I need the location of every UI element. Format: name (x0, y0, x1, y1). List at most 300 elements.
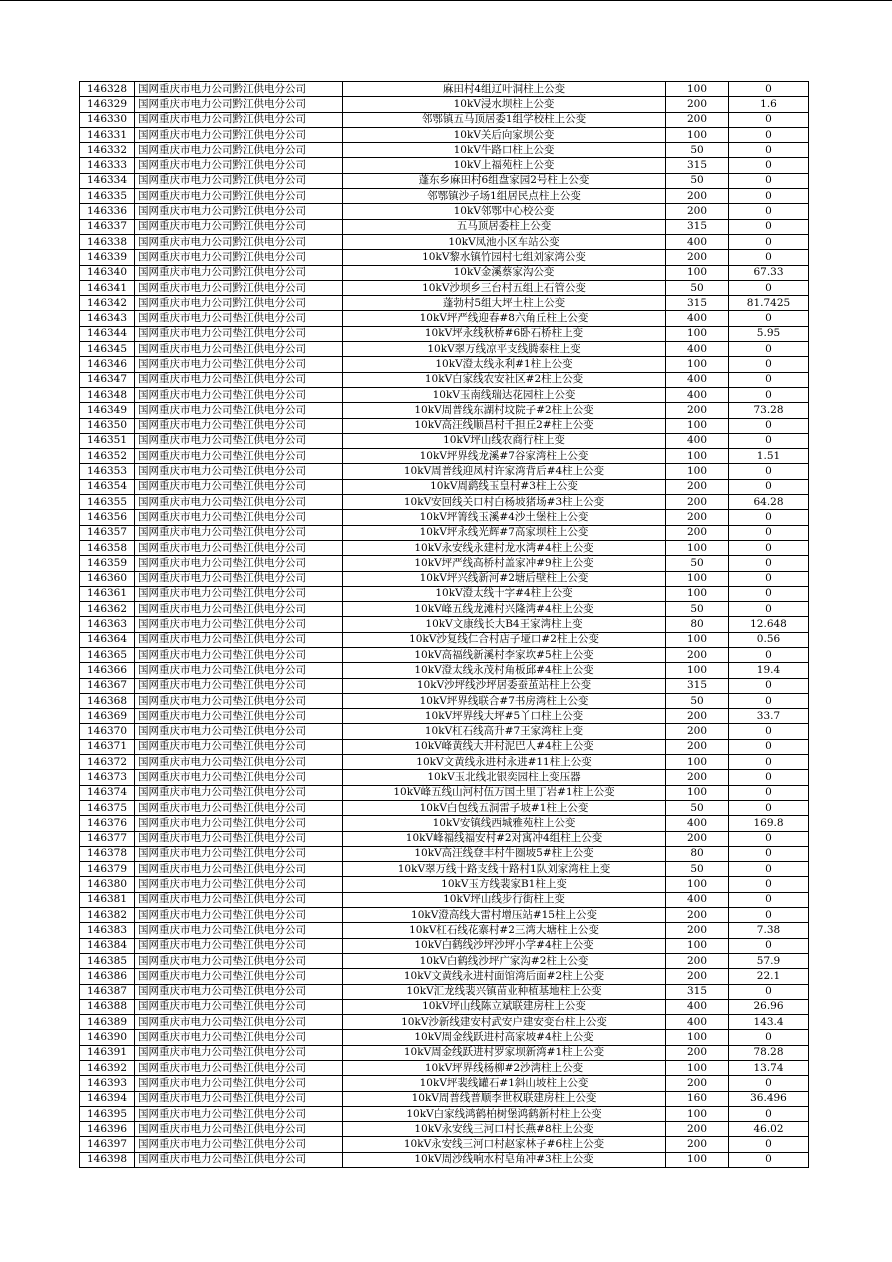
company-cell: 国网重庆市电力公司垫江供电分公司 (135, 908, 343, 923)
company-cell: 国网重庆市电力公司垫江供电分公司 (135, 892, 343, 907)
transformer-name-cell: 10kV坪界线龙溪#7谷家湾柱上公变 (343, 449, 666, 464)
value-cell: 0 (729, 372, 809, 387)
row-id-cell: 146352 (80, 449, 135, 464)
transformer-name-cell: 10kV峰黄线大井村泥巴人#4柱上公变 (343, 739, 666, 754)
table-row (80, 296, 809, 311)
company-cell: 国网重庆市电力公司垫江供电分公司 (135, 739, 343, 754)
company-cell: 国网重庆市电力公司垫江供电分公司 (135, 1030, 343, 1045)
company-cell: 国网重庆市电力公司黔江供电分公司 (135, 204, 343, 219)
row-id-cell: 146355 (80, 495, 135, 510)
value-cell: 0 (729, 556, 809, 571)
transformer-name-cell: 10kV永安线永建村龙水湾#4柱上公变 (343, 540, 666, 555)
table-row (80, 571, 809, 586)
row-id-cell: 146345 (80, 342, 135, 357)
table-row (80, 663, 809, 678)
transformer-name-cell: 10kV安回线关口村白杨坡猪场#3柱上公变 (343, 495, 666, 510)
company-cell: 国网重庆市电力公司垫江供电分公司 (135, 800, 343, 815)
value-cell: 19.4 (729, 663, 809, 678)
value-cell: 0 (729, 525, 809, 540)
value-cell: 36.496 (729, 1091, 809, 1106)
table-row (80, 1137, 809, 1152)
company-cell: 国网重庆市电力公司垫江供电分公司 (135, 999, 343, 1014)
company-cell: 国网重庆市电力公司垫江供电分公司 (135, 770, 343, 785)
capacity-cell: 50 (666, 602, 729, 617)
transformer-name-cell: 10kV杠石线花寨村#2三湾大塘柱上公变 (343, 923, 666, 938)
table-row (80, 510, 809, 525)
capacity-cell: 315 (666, 158, 729, 173)
company-cell: 国网重庆市电力公司垫江供电分公司 (135, 449, 343, 464)
table-row (80, 280, 809, 295)
capacity-cell: 100 (666, 265, 729, 280)
value-cell: 0 (729, 831, 809, 846)
company-cell: 国网重庆市电力公司垫江供电分公司 (135, 785, 343, 800)
table-row (80, 82, 809, 97)
table-row (80, 1122, 809, 1137)
capacity-cell: 50 (666, 556, 729, 571)
capacity-cell: 100 (666, 82, 729, 97)
row-id-cell: 146351 (80, 433, 135, 448)
table-row (80, 372, 809, 387)
row-id-cell: 146385 (80, 953, 135, 968)
capacity-cell: 200 (666, 831, 729, 846)
table-row (80, 770, 809, 785)
table-row (80, 112, 809, 127)
capacity-cell: 400 (666, 816, 729, 831)
value-cell: 143.4 (729, 1015, 809, 1030)
capacity-cell: 100 (666, 755, 729, 770)
table-row (80, 540, 809, 555)
capacity-cell: 100 (666, 540, 729, 555)
table-row (80, 755, 809, 770)
company-cell: 国网重庆市电力公司黔江供电分公司 (135, 280, 343, 295)
row-id-cell: 146367 (80, 678, 135, 693)
row-id-cell: 146368 (80, 693, 135, 708)
table-row (80, 969, 809, 984)
capacity-cell: 100 (666, 449, 729, 464)
value-cell: 0.56 (729, 632, 809, 647)
transformer-name-cell: 10kV凤池小区车站公变 (343, 234, 666, 249)
transformer-name-cell: 10kV坪箐线玉溪#4沙土堡柱上公变 (343, 510, 666, 525)
table-row (80, 1061, 809, 1076)
transformer-table (79, 81, 809, 1168)
table-row (80, 1106, 809, 1121)
row-id-cell: 146377 (80, 831, 135, 846)
table-row (80, 403, 809, 418)
value-cell: 0 (729, 1152, 809, 1167)
transformer-name-cell: 10kV峰福线福安村#2对寓冲4组柱上公变 (343, 831, 666, 846)
transformer-name-cell: 10kV文黄线永进村永进#11柱上公变 (343, 755, 666, 770)
table-row (80, 984, 809, 999)
row-id-cell: 146394 (80, 1091, 135, 1106)
company-cell: 国网重庆市电力公司垫江供电分公司 (135, 831, 343, 846)
table-row (80, 1152, 809, 1167)
value-cell: 73.28 (729, 403, 809, 418)
company-cell: 国网重庆市电力公司垫江供电分公司 (135, 877, 343, 892)
company-cell: 国网重庆市电力公司垫江供电分公司 (135, 693, 343, 708)
capacity-cell: 200 (666, 1137, 729, 1152)
capacity-cell: 200 (666, 189, 729, 204)
transformer-name-cell: 10kV坪界线联合#7书房湾柱上公变 (343, 693, 666, 708)
company-cell: 国网重庆市电力公司垫江供电分公司 (135, 1122, 343, 1137)
value-cell: 0 (729, 433, 809, 448)
company-cell: 国网重庆市电力公司垫江供电分公司 (135, 663, 343, 678)
row-id-cell: 146336 (80, 204, 135, 219)
row-id-cell: 146353 (80, 464, 135, 479)
transformer-name-cell: 10kV牛路口柱上公变 (343, 143, 666, 158)
row-id-cell: 146381 (80, 892, 135, 907)
table-row (80, 892, 809, 907)
capacity-cell: 50 (666, 862, 729, 877)
transformer-name-cell: 10kV高汪线顺昌村千担丘2#柱上公变 (343, 418, 666, 433)
value-cell: 169.8 (729, 816, 809, 831)
company-cell: 国网重庆市电力公司垫江供电分公司 (135, 1106, 343, 1121)
value-cell: 0 (729, 770, 809, 785)
transformer-name-cell: 10kV白家线农安社区#2柱上公变 (343, 372, 666, 387)
company-cell: 国网重庆市电力公司垫江供电分公司 (135, 1152, 343, 1167)
table-row (80, 693, 809, 708)
transformer-name-cell: 10kV玉南线瑞达花园柱上公变 (343, 387, 666, 402)
company-cell: 国网重庆市电力公司垫江供电分公司 (135, 862, 343, 877)
transformer-name-cell: 10kV金溪蔡家沟公变 (343, 265, 666, 280)
company-cell: 国网重庆市电力公司垫江供电分公司 (135, 938, 343, 953)
row-id-cell: 146365 (80, 647, 135, 662)
table-row (80, 387, 809, 402)
value-cell: 0 (729, 204, 809, 219)
company-cell: 国网重庆市电力公司垫江供电分公司 (135, 969, 343, 984)
capacity-cell: 200 (666, 1122, 729, 1137)
row-id-cell: 146334 (80, 173, 135, 188)
company-cell: 国网重庆市电力公司垫江供电分公司 (135, 311, 343, 326)
company-cell: 国网重庆市电力公司黔江供电分公司 (135, 97, 343, 112)
row-id-cell: 146372 (80, 755, 135, 770)
transformer-name-cell: 10kV峰五线山河村伍万国土里丁岩#1柱上公变 (343, 785, 666, 800)
value-cell: 7.38 (729, 923, 809, 938)
company-cell: 国网重庆市电力公司垫江供电分公司 (135, 1061, 343, 1076)
company-cell: 国网重庆市电力公司垫江供电分公司 (135, 418, 343, 433)
row-id-cell: 146378 (80, 846, 135, 861)
table-row (80, 1091, 809, 1106)
value-cell: 0 (729, 846, 809, 861)
company-cell: 国网重庆市电力公司垫江供电分公司 (135, 464, 343, 479)
transformer-name-cell: 10kV永安线三河口村长燕#8柱上公变 (343, 1122, 666, 1137)
capacity-cell: 200 (666, 1076, 729, 1091)
table-row (80, 602, 809, 617)
row-id-cell: 146390 (80, 1030, 135, 1045)
value-cell: 1.51 (729, 449, 809, 464)
table-row (80, 433, 809, 448)
table-row (80, 204, 809, 219)
company-cell: 国网重庆市电力公司垫江供电分公司 (135, 1045, 343, 1060)
row-id-cell: 146347 (80, 372, 135, 387)
capacity-cell: 200 (666, 953, 729, 968)
transformer-name-cell: 10kV沙新线建安村武安户建安变台柱上公变 (343, 1015, 666, 1030)
company-cell: 国网重庆市电力公司垫江供电分公司 (135, 678, 343, 693)
table-row (80, 1030, 809, 1045)
row-id-cell: 146384 (80, 938, 135, 953)
transformer-name-cell: 10kV高福线新溪村李家坎#5柱上公变 (343, 647, 666, 662)
capacity-cell: 100 (666, 464, 729, 479)
company-cell: 国网重庆市电力公司垫江供电分公司 (135, 525, 343, 540)
row-id-cell: 146335 (80, 189, 135, 204)
capacity-cell: 400 (666, 387, 729, 402)
company-cell: 国网重庆市电力公司垫江供电分公司 (135, 342, 343, 357)
table-row (80, 1045, 809, 1060)
row-id-cell: 146362 (80, 602, 135, 617)
row-id-cell: 146396 (80, 1122, 135, 1137)
transformer-name-cell: 邻鄂镇沙子场1组居民点柱上公变 (343, 189, 666, 204)
row-id-cell: 146369 (80, 709, 135, 724)
table-row (80, 556, 809, 571)
company-cell: 国网重庆市电力公司垫江供电分公司 (135, 586, 343, 601)
capacity-cell: 200 (666, 204, 729, 219)
table-row (80, 862, 809, 877)
row-id-cell: 146393 (80, 1076, 135, 1091)
row-id-cell: 146333 (80, 158, 135, 173)
transformer-name-cell: 邻鄂镇五马顶居委1组学校柱上公变 (343, 112, 666, 127)
row-id-cell: 146379 (80, 862, 135, 877)
capacity-cell: 200 (666, 969, 729, 984)
capacity-cell: 50 (666, 280, 729, 295)
value-cell: 0 (729, 755, 809, 770)
capacity-cell: 315 (666, 984, 729, 999)
value-cell: 0 (729, 357, 809, 372)
value-cell: 0 (729, 1106, 809, 1121)
capacity-cell: 80 (666, 846, 729, 861)
table-row (80, 143, 809, 158)
transformer-name-cell: 10kV文黄线永进村面馆湾后面#2柱上公变 (343, 969, 666, 984)
transformer-name-cell: 10kV坪界线杨柳#2沙湾柱上公变 (343, 1061, 666, 1076)
company-cell: 国网重庆市电力公司垫江供电分公司 (135, 403, 343, 418)
value-cell: 33.7 (729, 709, 809, 724)
table-row (80, 97, 809, 112)
capacity-cell: 400 (666, 234, 729, 249)
company-cell: 国网重庆市电力公司垫江供电分公司 (135, 709, 343, 724)
company-cell: 国网重庆市电力公司黔江供电分公司 (135, 234, 343, 249)
value-cell: 0 (729, 112, 809, 127)
company-cell: 国网重庆市电力公司垫江供电分公司 (135, 755, 343, 770)
row-id-cell: 146328 (80, 82, 135, 97)
transformer-name-cell: 10kV坪山线陈立斌联建房柱上公变 (343, 999, 666, 1014)
row-id-cell: 146366 (80, 663, 135, 678)
company-cell: 国网重庆市电力公司垫江供电分公司 (135, 433, 343, 448)
company-cell: 国网重庆市电力公司垫江供电分公司 (135, 510, 343, 525)
company-cell: 国网重庆市电力公司垫江供电分公司 (135, 479, 343, 494)
capacity-cell: 315 (666, 296, 729, 311)
capacity-cell: 200 (666, 250, 729, 265)
transformer-name-cell: 10kV周金线跃进村高家坡#4柱上公变 (343, 1030, 666, 1045)
value-cell: 0 (729, 1030, 809, 1045)
company-cell: 国网重庆市电力公司黔江供电分公司 (135, 143, 343, 158)
transformer-name-cell: 10kV周普线东湖村坟院子#2柱上公变 (343, 403, 666, 418)
value-cell: 46.02 (729, 1122, 809, 1137)
company-cell: 国网重庆市电力公司垫江供电分公司 (135, 984, 343, 999)
capacity-cell: 100 (666, 877, 729, 892)
transformer-name-cell: 10kV文康线长大B4王家湾柱上变 (343, 617, 666, 632)
company-cell: 国网重庆市电力公司垫江供电分公司 (135, 816, 343, 831)
transformer-name-cell: 10kV沙坪线沙坪居委蚕茧站柱上公变 (343, 678, 666, 693)
table-row (80, 464, 809, 479)
value-cell: 0 (729, 602, 809, 617)
transformer-name-cell: 10kV周金线跃进村罗家坝新湾#1柱上公变 (343, 1045, 666, 1060)
value-cell: 0 (729, 189, 809, 204)
table-row (80, 219, 809, 234)
row-id-cell: 146364 (80, 632, 135, 647)
value-cell: 0 (729, 158, 809, 173)
table-row (80, 418, 809, 433)
table-row (80, 189, 809, 204)
row-id-cell: 146356 (80, 510, 135, 525)
value-cell: 0 (729, 724, 809, 739)
value-cell: 0 (729, 219, 809, 234)
company-cell: 国网重庆市电力公司黔江供电分公司 (135, 189, 343, 204)
company-cell: 国网重庆市电力公司垫江供电分公司 (135, 846, 343, 861)
company-cell: 国网重庆市电力公司垫江供电分公司 (135, 1091, 343, 1106)
table-row (80, 938, 809, 953)
company-cell: 国网重庆市电力公司垫江供电分公司 (135, 495, 343, 510)
row-id-cell: 146349 (80, 403, 135, 418)
row-id-cell: 146371 (80, 739, 135, 754)
value-cell: 13.74 (729, 1061, 809, 1076)
company-cell: 国网重庆市电力公司黔江供电分公司 (135, 112, 343, 127)
table-row (80, 724, 809, 739)
company-cell: 国网重庆市电力公司垫江供电分公司 (135, 372, 343, 387)
row-id-cell: 146397 (80, 1137, 135, 1152)
transformer-name-cell: 10kV澄太线十字#4柱上公变 (343, 586, 666, 601)
company-cell: 国网重庆市电力公司黔江供电分公司 (135, 265, 343, 280)
table-row (80, 953, 809, 968)
company-cell: 国网重庆市电力公司垫江供电分公司 (135, 571, 343, 586)
table-row (80, 479, 809, 494)
value-cell: 22.1 (729, 969, 809, 984)
value-cell: 0 (729, 800, 809, 815)
value-cell: 0 (729, 938, 809, 953)
capacity-cell: 400 (666, 372, 729, 387)
row-id-cell: 146380 (80, 877, 135, 892)
value-cell: 0 (729, 540, 809, 555)
transformer-name-cell: 10kV高汪线登丰村牛圈坡5#柱上公变 (343, 846, 666, 861)
table-row (80, 816, 809, 831)
capacity-cell: 400 (666, 1015, 729, 1030)
value-cell: 0 (729, 418, 809, 433)
table-row (80, 1076, 809, 1091)
transformer-name-cell: 麻田村4组辽叶洞柱上公变 (343, 82, 666, 97)
value-cell: 0 (729, 1137, 809, 1152)
company-cell: 国网重庆市电力公司垫江供电分公司 (135, 540, 343, 555)
company-cell: 国网重庆市电力公司垫江供电分公司 (135, 357, 343, 372)
capacity-cell: 50 (666, 693, 729, 708)
table-row (80, 785, 809, 800)
value-cell: 0 (729, 510, 809, 525)
row-id-cell: 146358 (80, 540, 135, 555)
capacity-cell: 400 (666, 433, 729, 448)
row-id-cell: 146329 (80, 97, 135, 112)
row-id-cell: 146357 (80, 525, 135, 540)
transformer-name-cell: 10kV周普线迎凤村许家湾背后#4柱上公变 (343, 464, 666, 479)
row-id-cell: 146330 (80, 112, 135, 127)
table-row (80, 1015, 809, 1030)
table-row (80, 127, 809, 142)
table-row (80, 923, 809, 938)
capacity-cell: 100 (666, 632, 729, 647)
row-id-cell: 146350 (80, 418, 135, 433)
transformer-name-cell: 10kV澄高线大雷村增压站#15柱上公变 (343, 908, 666, 923)
row-id-cell: 146361 (80, 586, 135, 601)
table-row (80, 709, 809, 724)
table-row (80, 617, 809, 632)
company-cell: 国网重庆市电力公司黔江供电分公司 (135, 158, 343, 173)
capacity-cell: 50 (666, 800, 729, 815)
row-id-cell: 146348 (80, 387, 135, 402)
value-cell: 5.95 (729, 326, 809, 341)
value-cell: 0 (729, 127, 809, 142)
capacity-cell: 100 (666, 663, 729, 678)
table-row (80, 449, 809, 464)
capacity-cell: 200 (666, 495, 729, 510)
company-cell: 国网重庆市电力公司黔江供电分公司 (135, 296, 343, 311)
capacity-cell: 100 (666, 326, 729, 341)
transformer-name-cell: 10kV翠万线凉平支线腾泰柱上变 (343, 342, 666, 357)
row-id-cell: 146398 (80, 1152, 135, 1167)
capacity-cell: 400 (666, 892, 729, 907)
table-row (80, 877, 809, 892)
value-cell: 0 (729, 234, 809, 249)
capacity-cell: 200 (666, 739, 729, 754)
row-id-cell: 146391 (80, 1045, 135, 1060)
transformer-name-cell: 10kV坪严线高桥村盖家冲#9柱上公变 (343, 556, 666, 571)
transformer-name-cell: 10kV坪兴线新河#2塘后壁柱上公变 (343, 571, 666, 586)
capacity-cell: 200 (666, 97, 729, 112)
transformer-name-cell: 10kV永安线三河口村赵家林子#6柱上公变 (343, 1137, 666, 1152)
value-cell: 0 (729, 693, 809, 708)
transformer-name-cell: 10kV坪山线步行街柱上变 (343, 892, 666, 907)
row-id-cell: 146354 (80, 479, 135, 494)
table-row (80, 831, 809, 846)
value-cell: 0 (729, 984, 809, 999)
capacity-cell: 100 (666, 1061, 729, 1076)
transformer-name-cell: 10kV坪裴线罐石#1斜山坡柱上公变 (343, 1076, 666, 1091)
row-id-cell: 146382 (80, 908, 135, 923)
table-row (80, 342, 809, 357)
value-cell: 0 (729, 647, 809, 662)
capacity-cell: 100 (666, 1106, 729, 1121)
row-id-cell: 146392 (80, 1061, 135, 1076)
capacity-cell: 100 (666, 127, 729, 142)
transformer-name-cell: 10kV坪永线光辉#7高家坝柱上公变 (343, 525, 666, 540)
value-cell: 0 (729, 571, 809, 586)
transformer-name-cell: 10kV澄太线永茂村角板邱#4柱上公变 (343, 663, 666, 678)
row-id-cell: 146338 (80, 234, 135, 249)
transformer-name-cell: 10kV关后向家坝公变 (343, 127, 666, 142)
row-id-cell: 146375 (80, 800, 135, 815)
value-cell: 0 (729, 464, 809, 479)
company-cell: 国网重庆市电力公司黔江供电分公司 (135, 127, 343, 142)
row-id-cell: 146376 (80, 816, 135, 831)
company-cell: 国网重庆市电力公司黔江供电分公司 (135, 250, 343, 265)
company-cell: 国网重庆市电力公司垫江供电分公司 (135, 923, 343, 938)
table-row (80, 846, 809, 861)
company-cell: 国网重庆市电力公司黔江供电分公司 (135, 173, 343, 188)
value-cell: 57.9 (729, 953, 809, 968)
transformer-name-cell: 10kV翠万线十路支线十路村1队刘家湾柱上变 (343, 862, 666, 877)
capacity-cell: 315 (666, 678, 729, 693)
company-cell: 国网重庆市电力公司垫江供电分公司 (135, 602, 343, 617)
table-row (80, 234, 809, 249)
company-cell: 国网重庆市电力公司黔江供电分公司 (135, 219, 343, 234)
value-cell: 0 (729, 877, 809, 892)
capacity-cell: 100 (666, 1152, 729, 1167)
value-cell: 0 (729, 342, 809, 357)
row-id-cell: 146359 (80, 556, 135, 571)
